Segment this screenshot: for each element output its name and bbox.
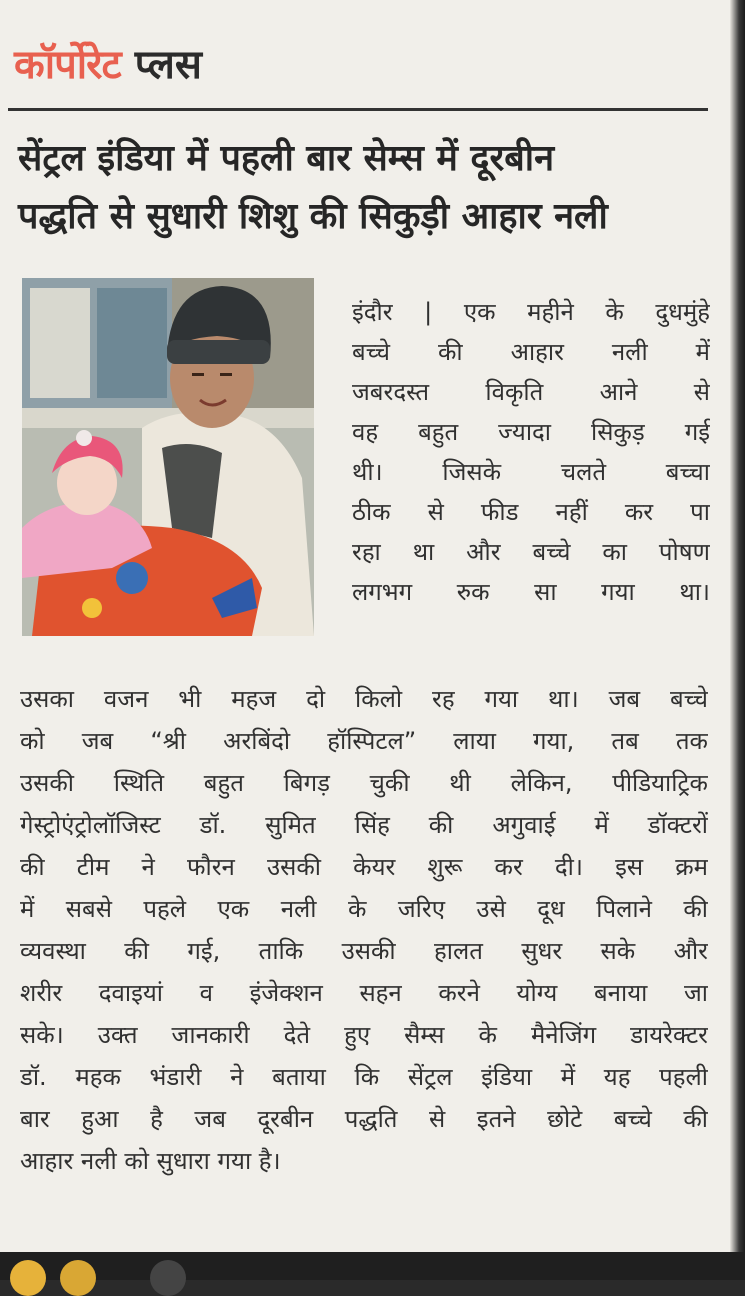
body-line: में सबसे पहले एक नली के जरिए उसे दूध पिलाने की: [20, 895, 708, 923]
article-dateline: इंदौर: [352, 298, 393, 326]
body-line: डॉ. महक भंडारी ने बताया कि सेंट्रल इंडिया में यह पहली: [20, 1063, 708, 1091]
body-line: की टीम ने फौरन उसकी केयर शुरू कर दी। इस क्रम: [20, 853, 708, 881]
section-header: [14, 30, 202, 94]
background-object: [10, 1260, 46, 1296]
body-line: आहार नली को सुधारा गया है।: [20, 1147, 281, 1175]
column-line: रहा था और बच्चे का पोषण: [352, 538, 710, 566]
headline-line-1: सेंट्रल इंडिया में पहली बार सेम्स में दूरबीन: [18, 138, 555, 179]
column-line: थी। जिसके चलते बच्चा: [352, 458, 710, 486]
column-line: ठीक से फीड नहीं कर पा: [352, 498, 710, 526]
body-line: शरीर दवाइयां व इंजेक्शन सहन करने योग्य बनाया जा: [20, 979, 708, 1007]
body-line: उसकी स्थिति बहुत बिगड़ चुकी थी लेकिन, पीडियाट्रिक: [20, 769, 708, 797]
article-column-text: [352, 292, 710, 612]
body-line: उसका वजन भी महज दो किलो रह गया था। जब बच्चे: [20, 685, 708, 713]
body-line: सके। उक्त जानकारी देते हुए सैम्स के मैनेजिंग डायरेक्टर: [20, 1021, 708, 1049]
section-suffix: प्लस: [134, 41, 202, 88]
background-object: [150, 1260, 186, 1296]
column-line: बच्चे की आहार नली में: [352, 338, 710, 366]
column-line: लगभग रुक सा गया था।: [352, 578, 710, 606]
clipping-edge-shadow: [730, 0, 745, 1280]
body-line: को जब “श्री अरबिंदो हॉस्पिटल” लाया गया, तब तक: [20, 727, 708, 755]
headline-line-2: पद्धति से सुधारी शिशु की सिकुड़ी आहार नली: [18, 196, 608, 237]
background-strip: [0, 1252, 745, 1280]
article-photo: [22, 278, 314, 636]
section-brand: कॉर्पोरेट: [14, 41, 121, 88]
photo-mother-infant: [22, 278, 314, 636]
article-headline: [18, 130, 718, 246]
body-line: गेस्ट्रोएंट्रोलॉजिस्ट डॉ. सुमित सिंह की अगुवाई में डॉक्टरों: [20, 811, 708, 839]
background-object: [60, 1260, 96, 1296]
article-body-text: [20, 678, 708, 1182]
column-line: जबरदस्त विकृति आने से: [352, 378, 710, 406]
column-line: वह बहुत ज्यादा सिकुड़ गई: [352, 418, 710, 446]
body-line: व्यवस्था की गई, ताकि उसकी हालत सुधर सके और: [20, 937, 708, 965]
header-divider: [8, 108, 708, 111]
body-line: बार हुआ है जब दूरबीन पद्धति से इतने छोटे बच्चे की: [20, 1105, 708, 1133]
column-line: इंदौर | एक महीने के दुधमुंहे: [352, 298, 710, 326]
